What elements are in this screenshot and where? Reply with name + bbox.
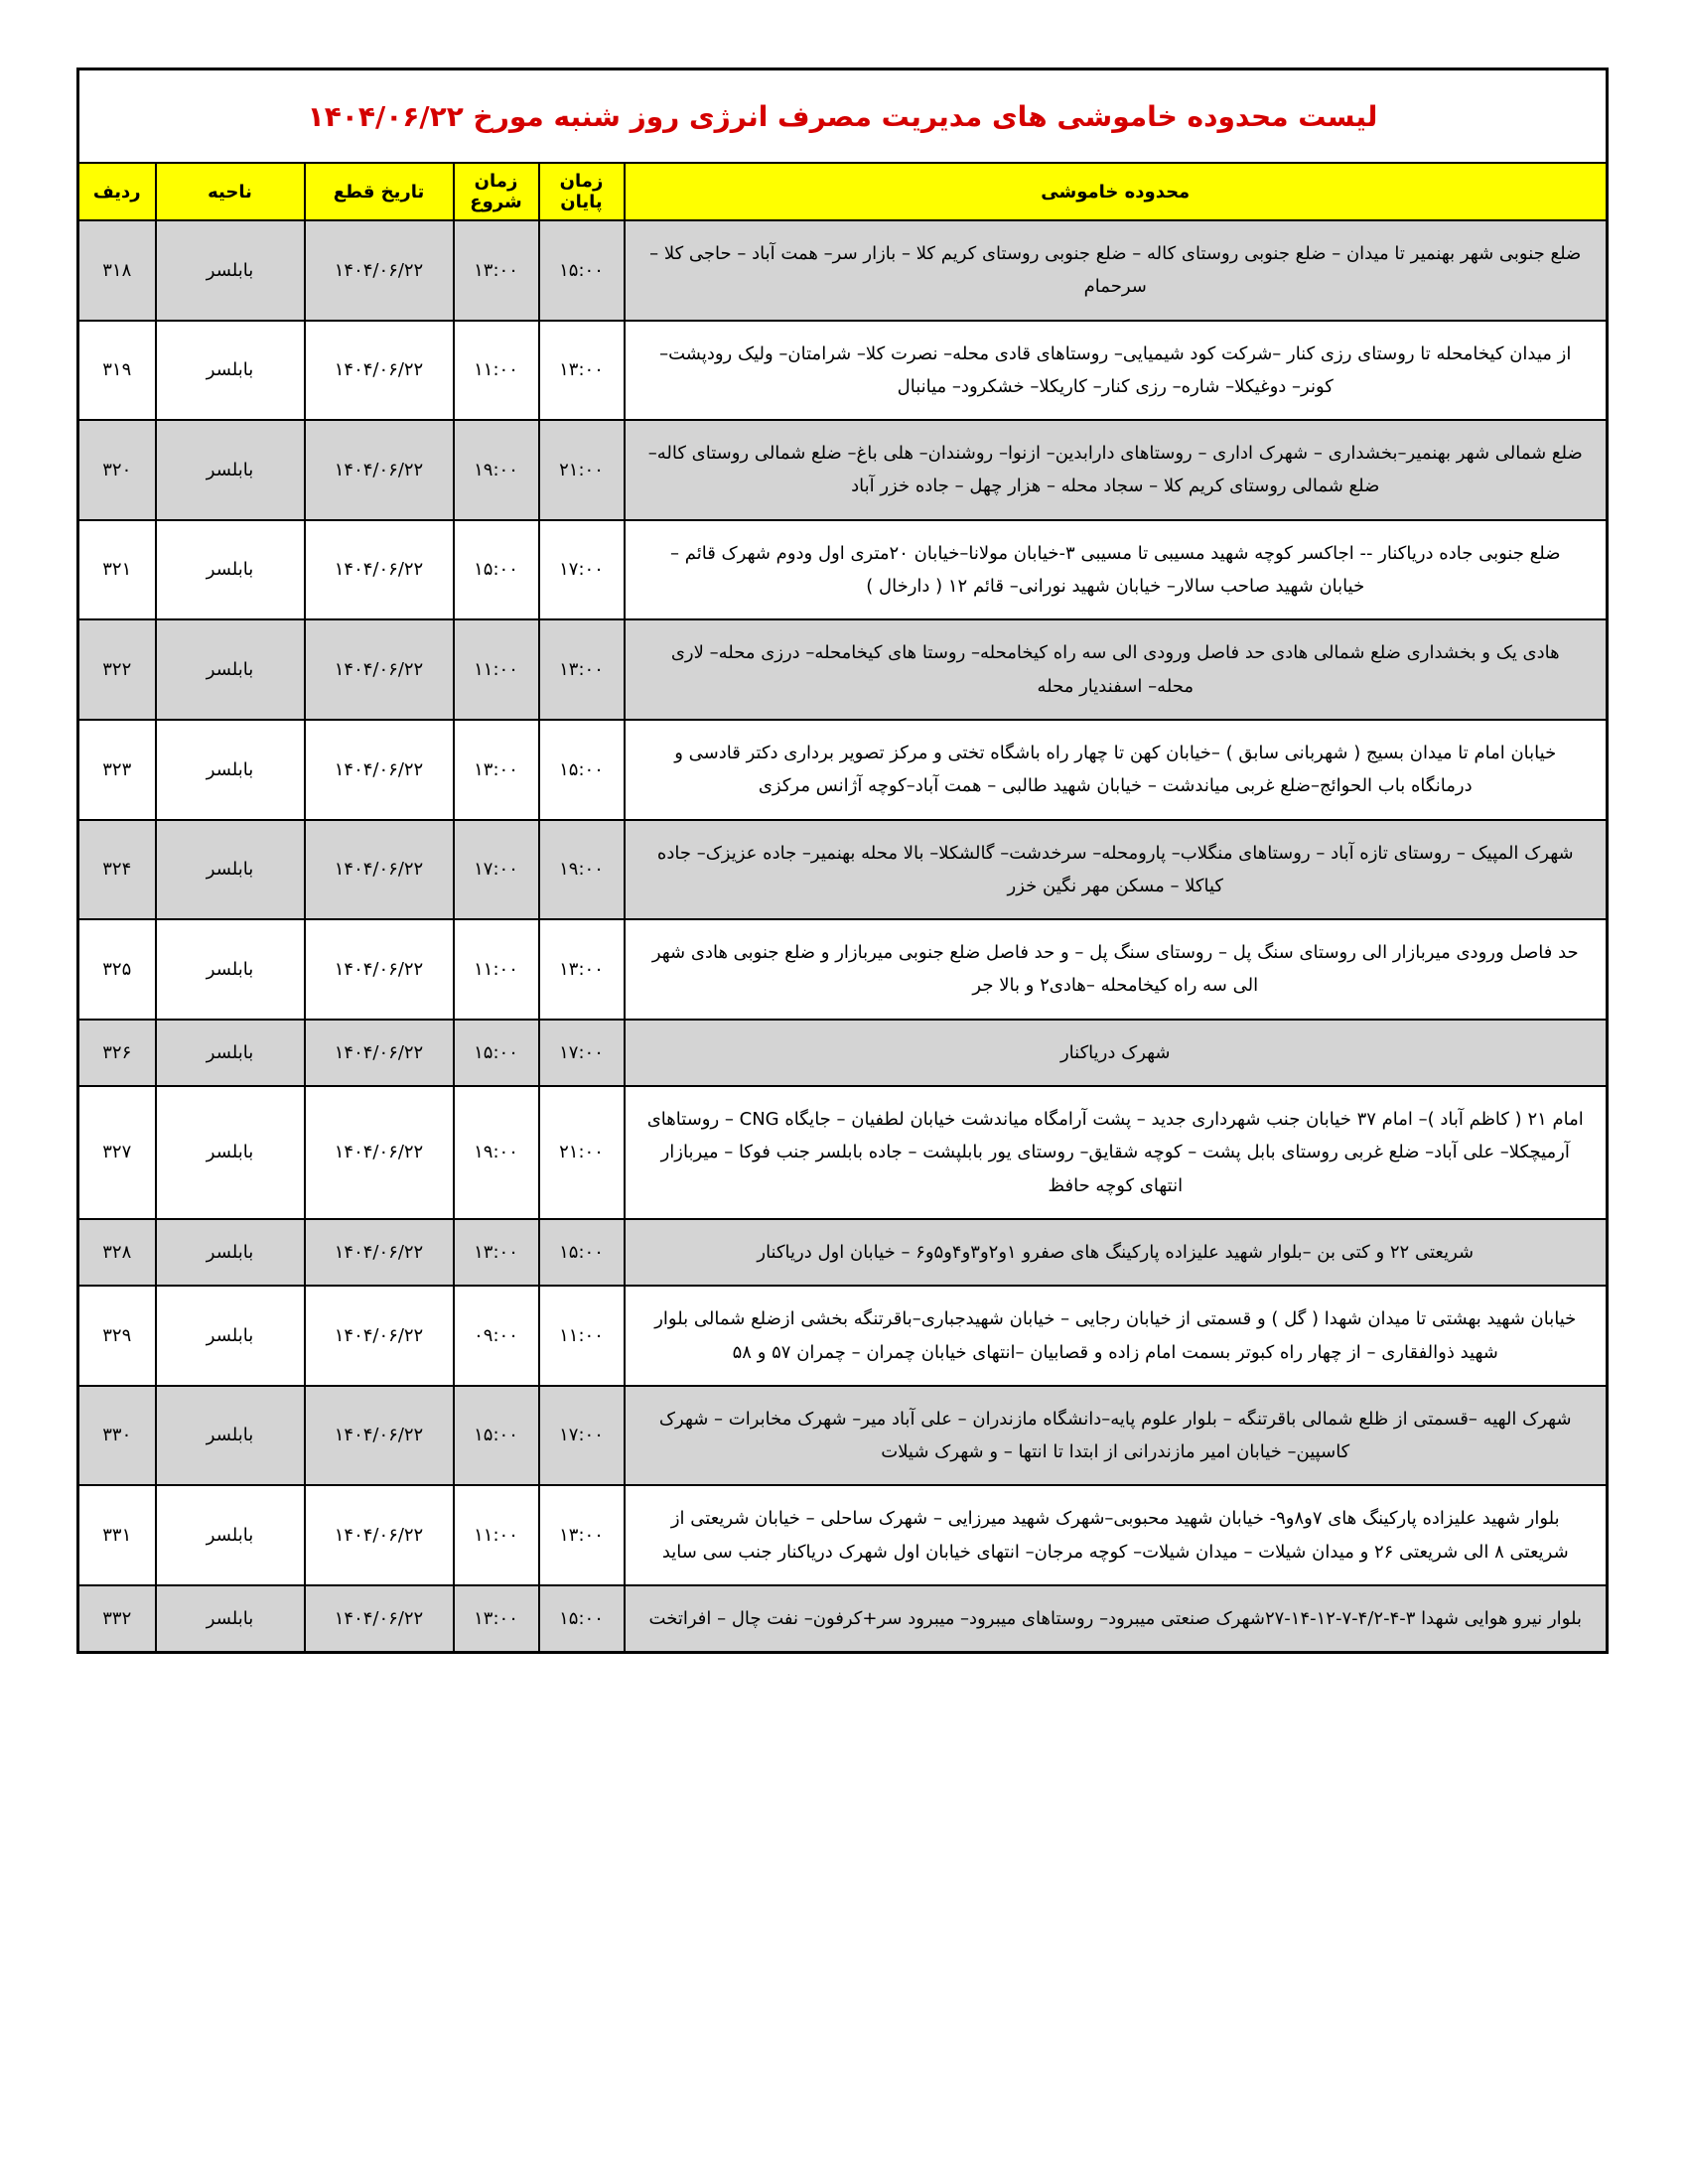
cell-end-time: ۱۷:۰۰ — [539, 1386, 625, 1486]
column-header-date: تاریخ قطع — [305, 163, 454, 220]
cell-row-number: ۳۲۷ — [78, 1086, 156, 1219]
cell-end-time: ۱۳:۰۰ — [539, 321, 625, 421]
cell-row-number: ۳۲۵ — [78, 919, 156, 1020]
cell-date: ۱۴۰۴/۰۶/۲۲ — [305, 720, 454, 820]
cell-start-time: ۱۱:۰۰ — [454, 1485, 539, 1585]
cell-end-time: ۱۳:۰۰ — [539, 619, 625, 720]
cell-end-time: ۱۷:۰۰ — [539, 1020, 625, 1086]
cell-end-time: ۱۵:۰۰ — [539, 1585, 625, 1653]
cell-region: بابلسر — [156, 520, 305, 620]
cell-region: بابلسر — [156, 820, 305, 920]
table-row — [78, 321, 1608, 421]
table-row — [78, 420, 1608, 520]
cell-outage-area: ضلع جنوبی شهر بهنمیر تا میدان – ضلع جنوبی روستای کاله – ضلع جنوبی روستای کریم کلا – بازار سر– همت آباد – حاجی کلا – سرحمام — [625, 220, 1608, 321]
cell-region: بابلسر — [156, 1020, 305, 1086]
cell-region: بابلسر — [156, 619, 305, 720]
table-row — [78, 220, 1608, 321]
cell-outage-area: ضلع جنوبی جاده دریاکنار -- اجاکسر کوچه شهید مسیبی تا مسیبی ۳-خیابان مولانا–خیابان ۲۰متری اول ودوم شهرک قائم – خیابان شهید صاحب سالار– خیابان شهید نورانی– قائم ۱۲ ( دارخال ) — [625, 520, 1608, 620]
table-row — [78, 1286, 1608, 1386]
cell-end-time: ۱۳:۰۰ — [539, 919, 625, 1020]
cell-row-number: ۳۲۹ — [78, 1286, 156, 1386]
cell-region: بابلسر — [156, 720, 305, 820]
cell-outage-area: خیابان شهید بهشتی تا میدان شهدا ( گل ) و قسمتی از خیابان رجایی – خیابان شهیدجباری–باقرتنگه بخشی ازضلع شمالی بلوار شهید ذوالفقاری – از چهار راه کبوتر بسمت امام زاده و قصابیان –انتهای خیابان چمران – چمران ۵۷ و ۵۸ — [625, 1286, 1608, 1386]
cell-end-time: ۱۵:۰۰ — [539, 220, 625, 321]
cell-date: ۱۴۰۴/۰۶/۲۲ — [305, 1219, 454, 1286]
cell-start-time: ۱۷:۰۰ — [454, 820, 539, 920]
cell-region: بابلسر — [156, 1219, 305, 1286]
cell-outage-area: امام ۲۱ ( کاظم آباد )– امام ۳۷ خیابان جنب شهرداری جدید – پشت آرامگاه میاندشت خیابان لطفیان – جایگاه CNG – روستاهای آرمیچکلا– علی آباد– ضلع غربی روستای بابل پشت – کوچه شقایق– روستای یور بابلپشت – جاده بابلسر جنب فوکا – میربازار انتهای کوچه حافظ — [625, 1086, 1608, 1219]
table-row — [78, 1585, 1608, 1653]
cell-region: بابلسر — [156, 1086, 305, 1219]
cell-date: ۱۴۰۴/۰۶/۲۲ — [305, 1286, 454, 1386]
table-head — [78, 69, 1608, 221]
table-body — [78, 220, 1608, 1653]
cell-date: ۱۴۰۴/۰۶/۲۲ — [305, 619, 454, 720]
cell-region: بابلسر — [156, 1286, 305, 1386]
cell-outage-area: شهرک المپیک – روستای تازه آباد – روستاهای منگلاب– پارومحله– سرخدشت– گالشکلا– بالا محله بهنمیر– جاده عزیزک– جاده کیاکلا – مسکن مهر نگین خزر — [625, 820, 1608, 920]
cell-region: بابلسر — [156, 1386, 305, 1486]
cell-start-time: ۱۹:۰۰ — [454, 420, 539, 520]
cell-date: ۱۴۰۴/۰۶/۲۲ — [305, 1386, 454, 1486]
cell-end-time: ۱۱:۰۰ — [539, 1286, 625, 1386]
table-row — [78, 619, 1608, 720]
cell-start-time: ۱۵:۰۰ — [454, 520, 539, 620]
cell-end-time: ۱۹:۰۰ — [539, 820, 625, 920]
column-header-region: ناحیه — [156, 163, 305, 220]
cell-start-time: ۱۳:۰۰ — [454, 720, 539, 820]
cell-date: ۱۴۰۴/۰۶/۲۲ — [305, 220, 454, 321]
cell-outage-area: حد فاصل ورودی میربازار الی روستای سنگ پل – روستای سنگ پل – و حد فاصل ضلع جنوبی میربازار و ضلع جنوبی هادی شهر الی سه راه کیخامحله –هادی۲ و بالا جر — [625, 919, 1608, 1020]
cell-start-time: ۰۹:۰۰ — [454, 1286, 539, 1386]
cell-row-number: ۳۲۱ — [78, 520, 156, 620]
cell-date: ۱۴۰۴/۰۶/۲۲ — [305, 1585, 454, 1653]
cell-outage-area: بلوار شهید علیزاده پارکینگ های ۷و۸و۹- خیابان شهید محبوبی–شهرک شهید میرزایی – شهرک ساحلی – خیابان شریعتی از شریعتی ۸ الی شریعتی ۲۶ و میدان شیلات – میدان شیلات– کوچه مرجان– انتهای خیابان اول شهرک دریاکنار جنب سی ساید — [625, 1485, 1608, 1585]
cell-start-time: ۱۱:۰۰ — [454, 619, 539, 720]
cell-region: بابلسر — [156, 1485, 305, 1585]
header-row — [78, 163, 1608, 220]
cell-end-time: ۲۱:۰۰ — [539, 420, 625, 520]
cell-row-number: ۳۳۲ — [78, 1585, 156, 1653]
cell-row-number: ۳۱۸ — [78, 220, 156, 321]
cell-outage-area: هادی یک و بخشداری ضلع شمالی هادی حد فاصل ورودی الی سه راه کیخامحله– روستا های کیخامحله– درزی محله– لاری محله– اسفندیار محله — [625, 619, 1608, 720]
cell-date: ۱۴۰۴/۰۶/۲۲ — [305, 1086, 454, 1219]
cell-outage-area: خیابان امام تا میدان بسیج ( شهربانی سابق ) –خیابان کهن تا چهار راه باشگاه تختی و مرکز تصویر برداری دکتر قادسی و درمانگاه باب الحوائج–ضلع غربی میاندشت – خیابان شهید طالبی – همت آباد–کوچه آژانس مرکزی — [625, 720, 1608, 820]
cell-outage-area: شهرک دریاکنار — [625, 1020, 1608, 1086]
table-row — [78, 520, 1608, 620]
cell-start-time: ۱۹:۰۰ — [454, 1086, 539, 1219]
cell-row-number: ۳۲۰ — [78, 420, 156, 520]
cell-end-time: ۲۱:۰۰ — [539, 1086, 625, 1219]
table-row — [78, 1086, 1608, 1219]
cell-row-number: ۳۲۴ — [78, 820, 156, 920]
column-header-start-time: زمان شروع — [454, 163, 539, 220]
cell-end-time: ۱۵:۰۰ — [539, 1219, 625, 1286]
cell-date: ۱۴۰۴/۰۶/۲۲ — [305, 919, 454, 1020]
cell-row-number: ۳۲۲ — [78, 619, 156, 720]
cell-date: ۱۴۰۴/۰۶/۲۲ — [305, 321, 454, 421]
cell-row-number: ۳۲۸ — [78, 1219, 156, 1286]
table-row — [78, 1485, 1608, 1585]
cell-row-number: ۳۲۶ — [78, 1020, 156, 1086]
cell-row-number: ۳۲۳ — [78, 720, 156, 820]
cell-region: بابلسر — [156, 220, 305, 321]
cell-start-time: ۱۱:۰۰ — [454, 919, 539, 1020]
cell-end-time: ۱۵:۰۰ — [539, 720, 625, 820]
cell-row-number: ۳۳۱ — [78, 1485, 156, 1585]
cell-start-time: ۱۵:۰۰ — [454, 1386, 539, 1486]
table-row — [78, 820, 1608, 920]
cell-date: ۱۴۰۴/۰۶/۲۲ — [305, 420, 454, 520]
cell-start-time: ۱۳:۰۰ — [454, 1585, 539, 1653]
cell-start-time: ۱۱:۰۰ — [454, 321, 539, 421]
cell-outage-area: از میدان کیخامحله تا روستای رزی کنار –شرکت کود شیمیایی– روستاهای قادی محله– نصرت کلا– شرامتان– ولیک رودپشت– کونر– دوغیکلا– شاره– رزی کنار– کاریکلا– خشکرود– میانبال — [625, 321, 1608, 421]
cell-end-time: ۱۷:۰۰ — [539, 520, 625, 620]
cell-date: ۱۴۰۴/۰۶/۲۲ — [305, 520, 454, 620]
cell-outage-area: شریعتی ۲۲ و کتی بن –بلوار شهید علیزاده پارکینگ های صفرو ۱و۲و۳و۴و۵و۶ – خیابان اول دریاکنار — [625, 1219, 1608, 1286]
cell-row-number: ۳۱۹ — [78, 321, 156, 421]
cell-outage-area: ضلع شمالی شهر بهنمیر–بخشداری – شهرک اداری – روستاهای دارابدین– ازنوا– روشندان– هلی باغ– ضلع شمالی روستای کاله– ضلع شمالی روستای کریم کلا – سجاد محله – هزار چهل – جاده خزر آباد — [625, 420, 1608, 520]
cell-region: بابلسر — [156, 919, 305, 1020]
outage-schedule-table — [76, 68, 1609, 1654]
title-row — [78, 69, 1608, 164]
table-row — [78, 1020, 1608, 1086]
cell-outage-area: شهرک الهیه –قسمتی از ظلع شمالی باقرتنگه – بلوار علوم پایه–دانشگاه مازندران – علی آباد میر– شهرک مخابرات – شهرک کاسپین– خیابان امیر مازندرانی از ابتدا تا انتها – و شهرک شیلات — [625, 1386, 1608, 1486]
cell-outage-area: بلوار نیرو هوایی شهدا ۳-۴-۴/۲-۷-۱۲-۱۴-۲۷شهرک صنعتی میبرود– روستاهای میبرود– میبرود سر+کرفون– نفت چال – افراتخت — [625, 1585, 1608, 1653]
cell-region: بابلسر — [156, 321, 305, 421]
cell-date: ۱۴۰۴/۰۶/۲۲ — [305, 1020, 454, 1086]
cell-date: ۱۴۰۴/۰۶/۲۲ — [305, 1485, 454, 1585]
table-row — [78, 1386, 1608, 1486]
table-row — [78, 720, 1608, 820]
column-header-area: محدوده خاموشی — [625, 163, 1608, 220]
column-header-row-number: ردیف — [78, 163, 156, 220]
cell-start-time: ۱۳:۰۰ — [454, 220, 539, 321]
cell-row-number: ۳۳۰ — [78, 1386, 156, 1486]
cell-start-time: ۱۵:۰۰ — [454, 1020, 539, 1086]
page-title: لیست محدوده خاموشی های مدیریت مصرف انرژی روز شنبه مورخ ۱۴۰۴/۰۶/۲۲ — [78, 69, 1608, 164]
cell-start-time: ۱۳:۰۰ — [454, 1219, 539, 1286]
cell-date: ۱۴۰۴/۰۶/۲۲ — [305, 820, 454, 920]
table-row — [78, 919, 1608, 1020]
cell-end-time: ۱۳:۰۰ — [539, 1485, 625, 1585]
column-header-end-time: زمان پایان — [539, 163, 625, 220]
cell-region: بابلسر — [156, 1585, 305, 1653]
table-row — [78, 1219, 1608, 1286]
cell-region: بابلسر — [156, 420, 305, 520]
